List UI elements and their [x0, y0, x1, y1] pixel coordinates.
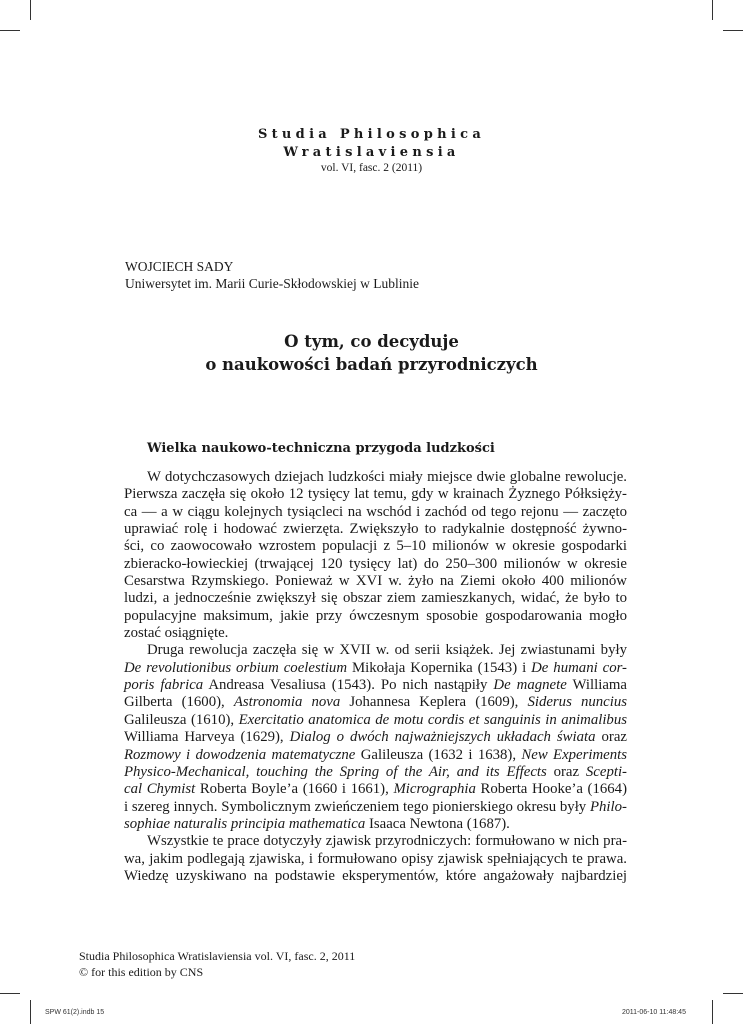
book-title: Rozmowy i dowodzenia matematyczne [124, 746, 356, 763]
journal-title-line2: Wratislaviensia [283, 145, 460, 160]
body-line: ludzi, a jednocześnie zwiększył się obszar ziem zamieszkanych, widać, że było to [124, 590, 627, 607]
body-line: Cesarstwa Rzymskiego. Ponieważ w XVI w. żyło na Ziemi około 400 milionów [124, 573, 627, 590]
body-line: wa, jakim podlegają zjawiska, i formułowano opisy zjawisk spełniających te prawa. [124, 850, 627, 867]
body-line: Wiedzę uzyskiwano na podstawie eksperymentów, które angażowały najbardziej [124, 867, 627, 884]
book-title: Exercitatio anatomica de motu cordis et sanguinis in animalibus [238, 711, 627, 728]
copyright-footer [79, 948, 355, 980]
body-line: ści, co zaowocowało wzrostem populacji z 5–10 milionów w okresie gospodarki [124, 538, 627, 555]
book-title: New Experiments [521, 746, 628, 763]
body-line: Galileusza (1610), Exercitatio anatomica de motu cordis et sanguinis in animalibus [124, 711, 627, 728]
book-title: poris fabrica [124, 677, 204, 694]
book-title: Scepti- [585, 763, 627, 780]
body-line: sophiae naturalis principia mathematica Isaaca Newtona (1687). [124, 815, 510, 832]
print-slug-file: SPW 61(2).indb 15 [45, 1009, 105, 1016]
section-heading: Wielka naukowo-techniczna przygoda ludzkości [147, 441, 495, 456]
journal-header [0, 126, 743, 175]
crop-mark-bottom-right-h [723, 993, 743, 994]
crop-mark-top-left-v [30, 0, 31, 20]
book-title: Philo- [590, 798, 627, 815]
crop-mark-bottom-left-h [0, 993, 20, 994]
body-line: uprawiać rolę i hodować zwierzęta. Zwiększyło to radykalnie dostępność żywno- [124, 521, 627, 538]
body-line: cal Chymist Roberta Boyle’a (1660 i 1661), Micrographia Roberta Hooke’a (1664) [124, 781, 627, 798]
crop-mark-top-right-v [712, 0, 713, 20]
body-line: i szereg innych. Symbolicznym zwieńczeniem tego pionierskiego okresu były Philo- [124, 798, 627, 815]
author-affiliation: Uniwersytet im. Marii Curie-Skłodowskiej w Lublinie [125, 276, 419, 291]
book-title: cal Chymist [124, 781, 196, 798]
body-line: Wszystkie te prace dotyczyły zjawisk przyrodniczych: formułowano w nich pra- [147, 833, 627, 850]
article-title-line1: O tym, co decyduje [284, 332, 459, 351]
body-text [124, 469, 627, 885]
print-slug-timestamp: 2011-06-10 11:48:45 [622, 1009, 686, 1016]
body-line: Druga rewolucja zaczęła się w XVII w. od serii książek. Jej zwiastunami były [147, 642, 627, 659]
crop-mark-top-left-h [0, 30, 20, 31]
book-title: De magnete [493, 677, 567, 694]
body-line: Rozmowy i dowodzenia matematyczne Galileusza (1632 i 1638), New Experiments [124, 746, 628, 763]
author-block [125, 258, 419, 292]
body-line: Gilberta (1600), Astronomia nova Johannesa Keplera (1609), Siderus nuncius [124, 694, 627, 711]
body-line: ca — a w ciągu kolejnych tysiącleci na wschód i zachód od tego rejonu — zaczęto [124, 503, 627, 520]
book-title: sophiae naturalis principia mathematica [124, 815, 366, 832]
book-title: Siderus nuncius [527, 694, 627, 711]
body-line: populacyjne maksimum, jakie przy ówczesnym sposobie gospodarowania mogło [124, 607, 627, 624]
body-line: Williama Harveya (1629), Dialog o dwóch najważniejszych układach świata oraz [124, 729, 627, 746]
book-title: De humani cor- [531, 659, 627, 676]
crop-mark-bottom-right-v [712, 1000, 713, 1024]
book-title: De revolutionibus orbium coelestium [124, 659, 348, 676]
crop-mark-top-right-h [723, 30, 743, 31]
footer-copyright: © for this edition by CNS [79, 965, 204, 979]
author-name: WOJCIECH SADY [125, 259, 234, 274]
book-title: Micrographia [393, 781, 476, 798]
book-title: Dialog o dwóch najważniejszych układach świata [289, 729, 596, 746]
article-title [0, 330, 743, 376]
body-line: De revolutionibus orbium coelestium Mikołaja Kopernika (1543) i De humani cor- [124, 659, 627, 676]
footer-journal: Studia Philosophica Wratislaviensia vol. VI, fasc. 2, 2011 [79, 949, 356, 963]
body-line: poris fabrica Andreasa Vesaliusa (1543). Po nich nastąpiły De magnete Williama [124, 677, 627, 694]
body-line: Pierwsza zaczęła się około 12 tysięcy lat temu, gdy w krainach Żyznego Półksięży- [124, 486, 627, 503]
book-title: Physico-Mechanical, touching the Spring of the Air, and its Effects [124, 763, 547, 780]
body-line: Physico-Mechanical, touching the Spring of the Air, and its Effects oraz Scepti- [124, 763, 627, 780]
article-title-line2: o naukowości badań przyrodniczych [205, 355, 538, 374]
crop-mark-bottom-left-v [30, 1000, 31, 1024]
body-line: zostać osiągnięte. [124, 625, 229, 642]
journal-volume: vol. VI, fasc. 2 (2011) [320, 162, 423, 174]
body-line: zbieracko-łowieckiej (trwającej 120 tysięcy lat) do 250–300 milionów w okresie [124, 555, 627, 572]
book-title: Astronomia nova [233, 694, 341, 711]
journal-title-line1: Studia Philosophica [257, 127, 486, 142]
body-line: W dotychczasowych dziejach ludzkości miały miejsce dwie globalne rewolucje. [147, 469, 627, 485]
